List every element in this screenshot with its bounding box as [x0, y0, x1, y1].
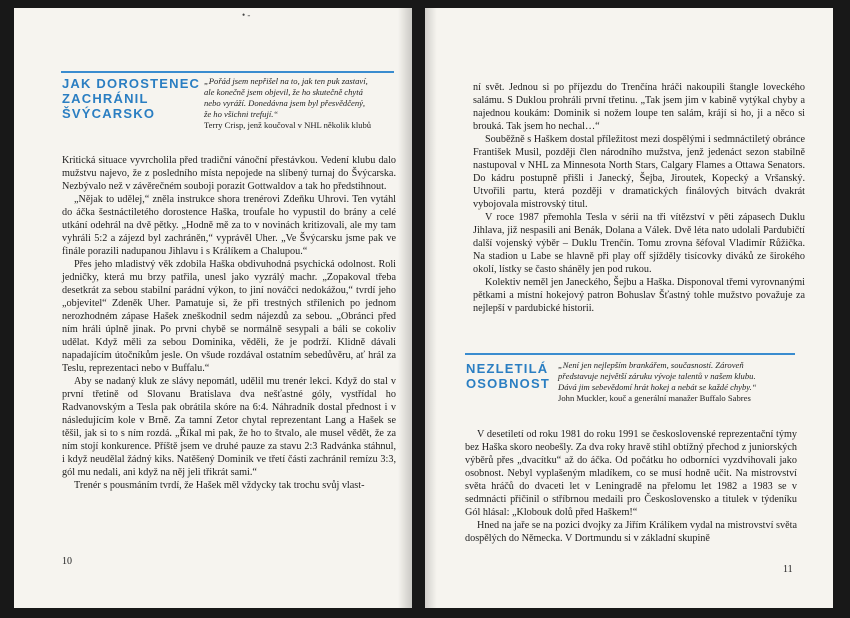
paragraph: Souběžně s Haškem dostal příležitost mezi dospělými i sedmnáctiletý obránce František Musil, později člen národního mužstva, jenž jedenáct sezon stabilně nastupoval v NHL za Minnesota North Stars, Calgary Flames a Ottawa Senators. Do kádru postupně přišli i Janecký, Šejba, Jiroutek, Kopecký a Vršanský. Utvořili partu, která později v dramatických finálových bitvách dvakrát vybojovala mistrovský titul. — [473, 134, 805, 210]
paragraph: ní svět. Jednou si po příjezdu do Trenčína hráči nakoupili štangle loveckého salámu. S Duklou prohráli první třetinu. „Tak jsem jim v kabině vytýkal chyby a najednou koukám: Dominik si nožem loupe ten salám, krájí si ho, ji a něco si brouká. Tak jsem ho nechal…“ — [473, 82, 805, 132]
section-title-line: ŠVÝCARSKO — [62, 106, 156, 121]
section-header-1 — [61, 71, 394, 73]
section-title-2 — [466, 361, 550, 391]
paragraph: „Nějak to udělej,“ zněla instrukce shora trenérovi Zdeňku Uhrovi. Ten vytáhl do áčka šestnáctiletého dorostence Haška, troufale ho vypustil do brány a celé utkání odehrál na dvě pětky. „Hodně mě za to v novinách kritizovali, ale my tam vyhráli 5:2 a zájezd byl zachráněn,“ vyprávěl Uher. „Ve Švýcarsku jsme pak ve finále porazili nadupanou Jihlavu i s Králíkem a Chalupou.“ — [62, 194, 396, 257]
quote-line: nebo vyráží. Donedávna jsem byl přesvědčený, — [204, 98, 366, 108]
quote-line: že ho všichni trefují.“ — [204, 109, 279, 119]
quote-line: „Není jen nejlepším brankářem, současností. Zároveň — [558, 360, 744, 370]
quote-line: Dává jim sebevědomí hrát hokej a nebát se každé chyby.“ — [558, 382, 757, 392]
paragraph: Kritická situace vyvrcholila před tradiční vánoční přestávkou. Vedení klubu dalo mužstvu najevo, že z posledního místa nepojede na slíbený turnaj do Švýcarska. Nezbývalo než v závěrečném souboji porazit Gottwaldov a tak ho předstihnout. — [62, 155, 396, 192]
section-quote-1 — [204, 76, 399, 131]
section-rule — [465, 353, 795, 355]
gutter-shadow — [398, 8, 412, 608]
quote-line: ale konečně jsem objevil, že ho skutečně chytá — [204, 87, 363, 97]
left-body-text — [62, 154, 396, 492]
paragraph: Přes jeho mladistvý věk zdobila Haška obdivuhodná psychická odolnost. Roli jedničky, která mu brzy patřila, unesl jako vyzrálý machr. „Zopakoval třeba desetkrát za sebou stabilní parádní výkon, to jiní nováčci nedokážou,“ tvrdí jeho „objevitel“ Zdeněk Uher. Pamatuje si, že při trestných střílenich po jednom nerozhodném zápase Hašek zneškodnil sedm nájezdů za sebou. „Obránci před ním hráli úplně jinak. Po prvni chybě se normálně sesypali a báli se cokoliv udělat. Když měli za sebou Dominika, věděli, že je podrží. Klidně dávali napadajícím útočníkům jesle. On všude rozdával ostatním sebedůvěru, ať hrál za Teslu, reprezentaci nebo v Buffalu.“ — [62, 259, 396, 374]
paragraph: Hned na jaře se na pozici dvojky za Jiřím Králíkem vydal na mistrovství světa dospělých do Německa. V Dortmundu si v základní skupině — [465, 520, 797, 544]
section-title-line: NEZLETILÁ — [466, 361, 549, 376]
right-body-text-top — [473, 81, 805, 315]
section-title-1 — [62, 76, 200, 121]
quote-line: „Pořád jsem nepřišel na to, jak ten puk zastaví, — [204, 76, 368, 86]
left-page — [14, 8, 412, 608]
right-page — [425, 8, 833, 608]
section-title-line: JAK DOROSTENEC — [62, 76, 201, 91]
page-number: 11 — [783, 564, 793, 575]
section-title-line: OSOBNOST — [466, 376, 550, 391]
quote-author: Terry Crisp, jenž koučoval v NHL několik klubů — [204, 120, 372, 130]
top-marker: • - — [242, 10, 251, 20]
section-rule — [61, 71, 394, 73]
paragraph: V roce 1987 přemohla Tesla v sérii na tři vítězství v pěti zápasech Duklu Jihlava, již nespasili ani Benák, Dolana a Válek. Dvě léta nato udolali Pardubičtí další vojenský výběr – Duklu Trenčín. Tomu zrovna šéfoval Vladimír Růžička. Na stadion u Labe se hlavně při play off sjížděly tisícovky diváků ze širokého okolí, lístky se často sháněly jen pod rukou. — [473, 212, 805, 275]
paragraph: Aby se nadaný kluk ze slávy nepomátl, udělil mu trenér lekci. Když do stal v první třetině od Slovanu Bratislava dva nešťastné góly, vystřídal ho Radvanovským a Tesla pak obrátila skóre na 6:4. Náhradník dostal přednost i v následujícím kole v Brně. Za tamní Zetor chytal reprezentant Lang a Hašek se těšil, jak si to s ním rozdá. „Říkal mi pak, že ho to štvalo, ale musel vědět, že za ním stojí konkurence. Příště jsem ve druhé pauze za stavu 2:3 Radvánka stáhnul, i když neudělal žádný kiks. Natěšený Dominik ve třetí části zachránil remízu 3:3, gól mu nedali, ani když na něj jeli třikrát sami.“ — [62, 376, 396, 478]
gutter-shadow — [425, 8, 437, 608]
quote-author: John Muckler, kouč a generální manažer Buffalo Sabres — [558, 393, 751, 403]
paragraph: V desetiletí od roku 1981 do roku 1991 se československé reprezentační týmy bez Haška skoro neobešly. Za dva roky hravě stihl obtížný přechod z juniorských výběrů přes „dvacítku“ až do áčka. Od počátku ho odborníci vyzdvihovali jako osobnost. Nebyl vyplašeným mladíkem, co se musí hodně učit. Na mistrovství světa hráčů do dvaceti let v Leningradě na přelomu let 1982 a 1983 se v sedmnácti přičinil o stříbrnou medaili pro Československo a titulek v týdeníku Gól hlásal: „Klobouk dolů před Haškem!“ — [465, 429, 797, 518]
section-quote-2 — [558, 360, 798, 404]
page-number: 10 — [62, 556, 72, 567]
section-header-2 — [465, 353, 795, 355]
paragraph: Trenér s pousmáním tvrdí, že Hašek měl vždycky tak trochu svůj vlast- — [74, 480, 365, 491]
section-title-line: ZACHRÁNIL — [62, 91, 149, 106]
quote-line: představuje největší záruku vývoje talentů v našem klubu. — [558, 371, 756, 381]
right-body-text-bottom — [465, 428, 797, 545]
paragraph: Kolektiv neměl jen Janeckého, Šejbu a Haška. Disponoval třemi vyrovnanými pětkami a místní hokejový patron Bohuslav Šťastný tohle mužstvo považuje za nejlepší v pardubické historii. — [473, 277, 805, 314]
